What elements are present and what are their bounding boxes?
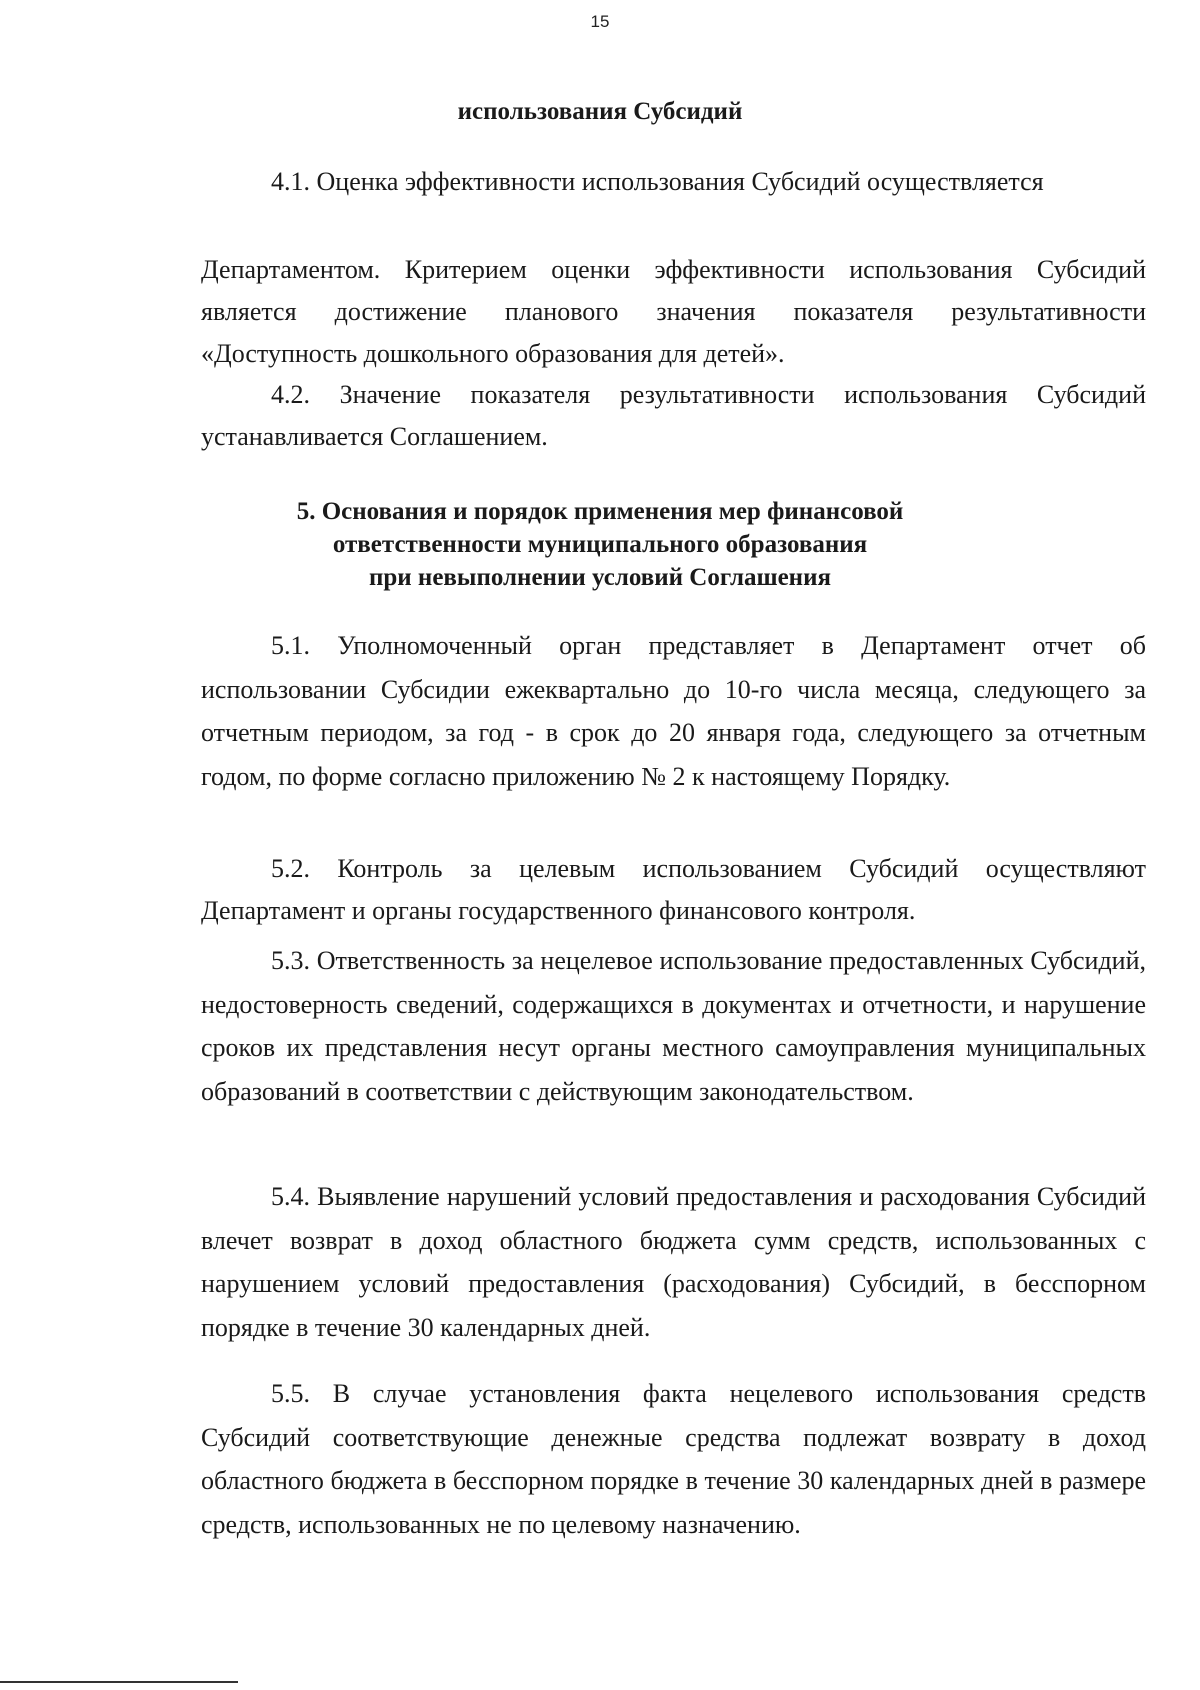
paragraph-4-1-first-line: 4.1. Оценка эффективности использования Субсидий осуществляется — [271, 167, 1044, 196]
paragraph-5-2: 5.2. Контроль за целевым использованием Субсидий осуществляют Департамент и органы государственного финансового контроля. — [201, 854, 1146, 925]
page-number: 15 — [590, 12, 610, 31]
bottom-rule-divider — [0, 1681, 238, 1683]
paragraph-4-1-continuation: Департаментом. Критерием оценки эффективности использования Субсидий является достижение планового значения показателя результативности «Доступность дошкольного образования для детей». — [201, 255, 1146, 368]
paragraph-4-2: 4.2. Значение показателя результативности использования Субсидий устанавливается Соглашением. — [201, 380, 1146, 451]
paragraph-5-3: 5.3. Ответственность за нецелевое использование предоставленных Субсидий, недостоверность сведений, содержащихся в документах и отчетности, и нарушение сроков их представления несут органы местного самоуправления муниципальных образований в соответствии с действующим законодательством. — [201, 946, 1146, 1106]
section-5-heading-line-2: ответственности муниципального образования — [332, 531, 868, 558]
section-5-heading-line-3: при невыполнении условий Соглашения — [368, 564, 832, 591]
paragraph-5-4: 5.4. Выявление нарушений условий предоставления и расходования Субсидий влечет возврат в доход областного бюджета сумм средств, использованных с нарушением условий предоставления (расходования) Субсидий, в бесспорном порядке в течение 30 календарных дней. — [201, 1182, 1146, 1342]
section-5-heading-line-1: 5. Основания и порядок применения мер финансовой — [296, 498, 904, 525]
section-4-heading-tail: использования Субсидий — [457, 98, 743, 125]
paragraph-5-1: 5.1. Уполномоченный орган представляет в Департамент отчет об использовании Субсидии ежеквартально до 10-го числа месяца, следующего за отчетным периодом, за год - в срок до 20 января года, следующего за отчетным годом, по форме согласно приложению № 2 к настоящему Порядку. — [201, 631, 1146, 791]
paragraph-5-5: 5.5. В случае установления факта нецелевого использования средств Субсидий соответствующие денежные средства подлежат возврату в доход областного бюджета в бесспорном порядке в течение 30 календарных дней в размере средств, использованных не по целевому назначению. — [201, 1379, 1146, 1539]
section-5-heading — [0, 495, 1200, 594]
